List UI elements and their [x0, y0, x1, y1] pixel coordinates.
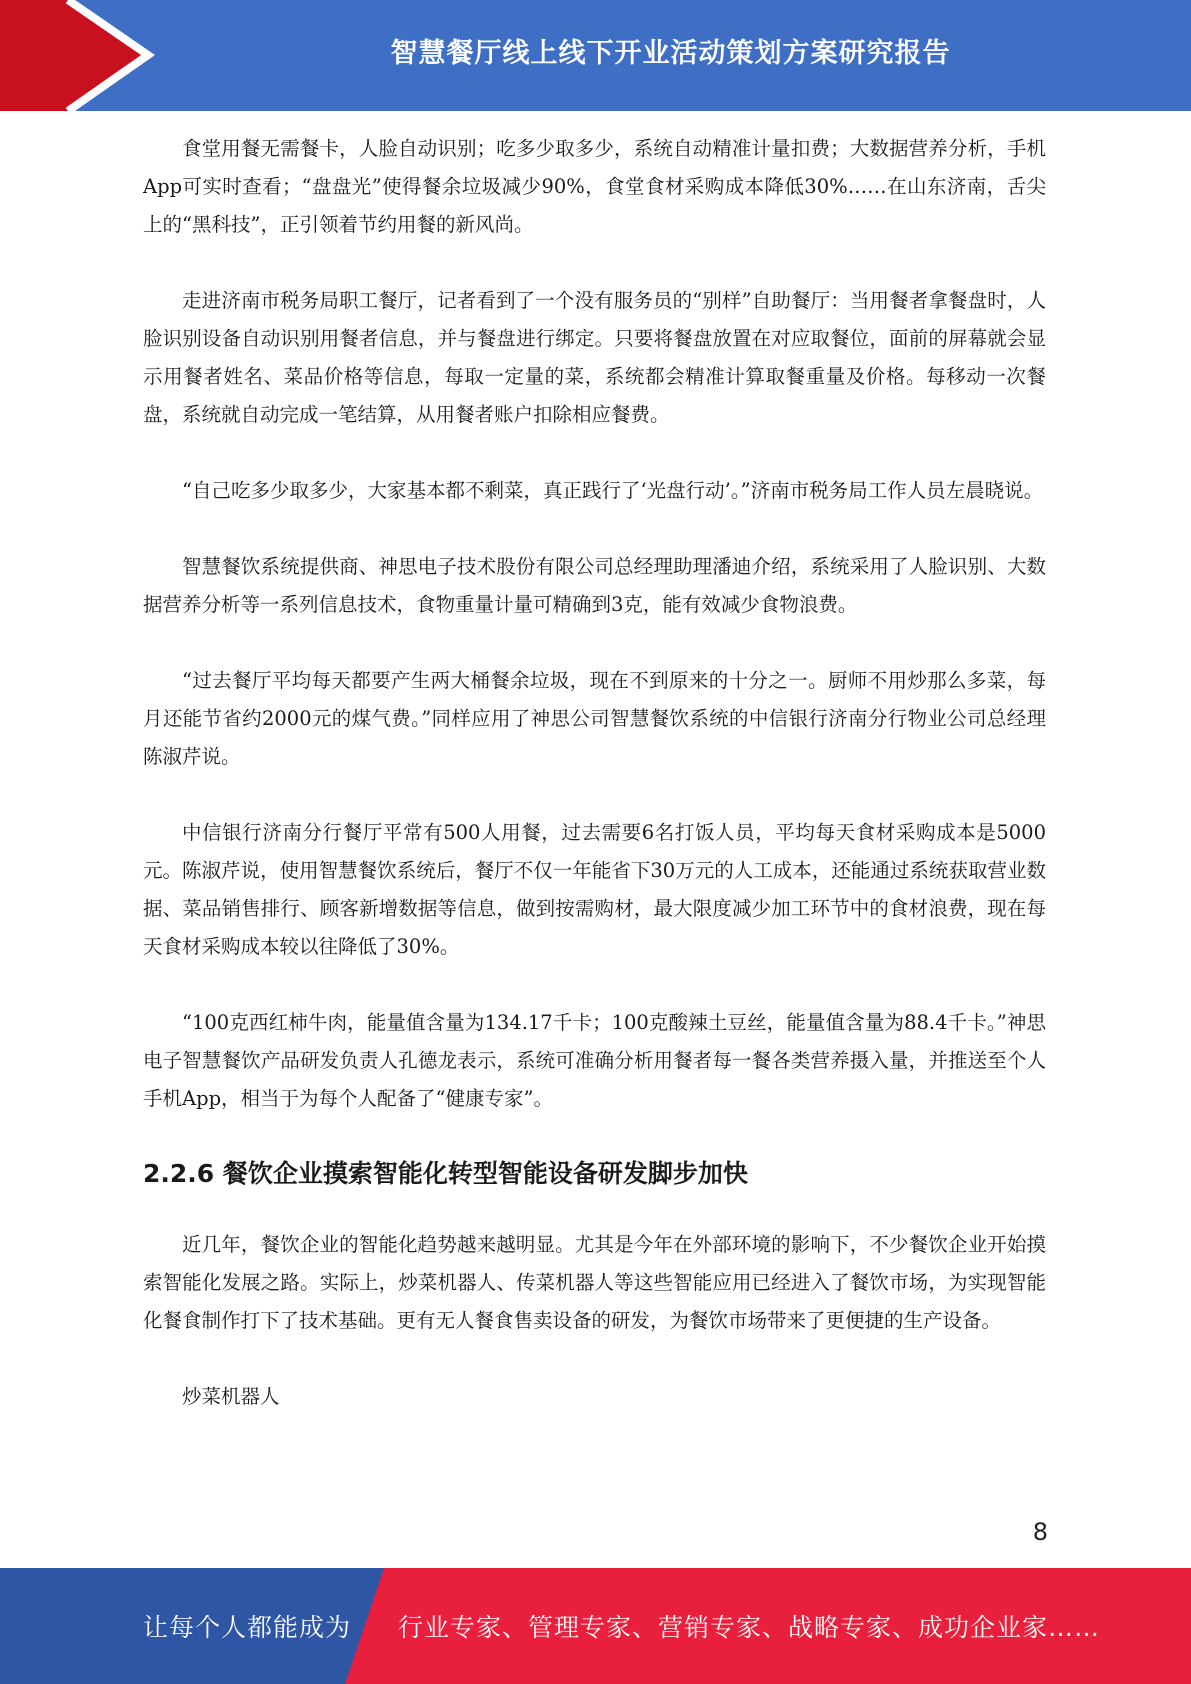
page-header — [0, 0, 1191, 111]
paragraph: “过去餐厅平均每天都要产生两大桶餐余垃圾，现在不到原来的十分之一。厨师不用炒那么多菜，每月还能节省约2000元的煤气费。”同样应用了神思公司智慧餐饮系统的中信银行济南分行物业公司总经理陈淑芹说。 — [143, 669, 1046, 768]
page-number: 8 — [1032, 1518, 1048, 1546]
paragraph: “自己吃多少取多少，大家基本都不剩菜，真正践行了‘光盘行动’。”济南市税务局工作人员左晨晓说。 — [182, 479, 1044, 502]
document-body — [143, 130, 1046, 1454]
footer-slogan-right: 行业专家、管理专家、营销专家、战略专家、成功企业家…… — [398, 1613, 1101, 1642]
page-footer — [0, 1568, 1191, 1684]
paragraph: 炒菜机器人 — [182, 1385, 280, 1408]
report-title: 智慧餐厅线上线下开业活动策划方案研究报告 — [390, 37, 951, 69]
paragraph: “100克西红柿牛肉，能量值含量为134.17千卡；100克酸辣土豆丝，能量值含量为88.4千卡。”神思电子智慧餐饮产品研发负责人孔德龙表示，系统可准确分析用餐者每一餐各类营养摄入量，并推送至个人手机App，相当于为每个人配备了“健康专家”。 — [143, 1011, 1046, 1110]
paragraph: 中信银行济南分行餐厅平常有500人用餐，过去需要6名打饭人员，平均每天食材采购成本是5000元。陈淑芹说，使用智慧餐饮系统后，餐厅不仅一年能省下30万元的人工成本，还能通过系统获取营业数据、菜品销售排行、顾客新增数据等信息，做到按需购材，最大限度减少加工环节中的食材浪费，现在每天食材采购成本较以往降低了30%。 — [143, 821, 1046, 958]
header-red-arrow — [0, 0, 148, 111]
section-heading: 2.2.6 餐饮企业摸索智能化转型智能设备研发脚步加快 — [143, 1159, 748, 1188]
paragraph: 近几年，餐饮企业的智能化趋势越来越明显。尤其是今年在外部环境的影响下，不少餐饮企业开始摸索智能化发展之路。实际上，炒菜机器人、传菜机器人等这些智能应用已经进入了餐饮市场，为实现智能化餐食制作打下了技术基础。更有无人餐食售卖设备的研发，为餐饮市场带来了更便捷的生产设备。 — [143, 1233, 1046, 1332]
paragraph: 食堂用餐无需餐卡，人脸自动识别；吃多少取多少，系统自动精准计量扣费；大数据营养分析，手机App可实时查看；“盘盘光”使得餐余垃圾减少90%，食堂食材采购成本降低30%……在山东济南，舌尖上的“黑科技”，正引领着节约用餐的新风尚。 — [143, 137, 1046, 236]
paragraph: 走进济南市税务局职工餐厅，记者看到了一个没有服务员的“别样”自助餐厅：当用餐者拿餐盘时，人脸识别设备自动识别用餐者信息，并与餐盘进行绑定。只要将餐盘放置在对应取餐位，面前的屏幕就会显示用餐者姓名、菜品价格等信息，每取一定量的菜，系统都会精准计算取餐重量及价格。每移动一次餐盘，系统就自动完成一笔结算，从用餐者账户扣除相应餐费。 — [143, 289, 1046, 426]
paragraph: 智慧餐饮系统提供商、神思电子技术股份有限公司总经理助理潘迪介绍，系统采用了人脸识别、大数据营养分析等一系列信息技术，食物重量计量可精确到3克，能有效减少食物浪费。 — [143, 555, 1046, 616]
footer-slogan-left: 让每个人都能成为 — [143, 1613, 352, 1642]
